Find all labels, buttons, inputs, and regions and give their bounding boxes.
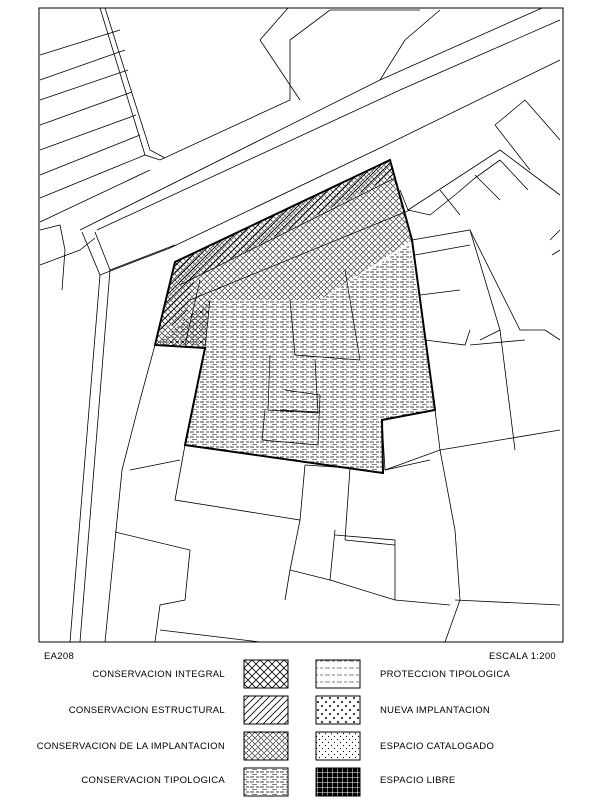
legend-label: ESPACIO LIBRE (380, 775, 456, 786)
protected-block (155, 160, 435, 473)
legend-label: CONSERVACION ESTRUCTURAL (68, 705, 225, 716)
dashes-swatch (244, 768, 288, 796)
legend-label: CONSERVACION TIPOLOGICA (81, 775, 225, 786)
plan-code: EA208 (44, 651, 75, 662)
diagonal-hatch-swatch (244, 696, 288, 724)
legend-item-nueva-implantacion (316, 696, 490, 724)
crosshatch-swatch (244, 660, 288, 688)
legend-label: CONSERVACION INTEGRAL (92, 669, 225, 680)
legend-label: CONSERVACION DE LA IMPLANTACION (36, 741, 225, 752)
fine-dots-swatch (316, 732, 360, 760)
legend-label: ESPACIO CATALOGADO (380, 741, 495, 752)
legend (37, 660, 511, 796)
legend-item-proteccion-tipologica (316, 660, 511, 688)
solid-grid-swatch (316, 768, 360, 796)
circles-swatch (244, 732, 288, 760)
legend-item-conservacion-integral (92, 660, 288, 688)
legend-item-espacio-catalogado (316, 732, 494, 760)
legend-label: NUEVA IMPLANTACION (380, 705, 491, 716)
legend-item-conservacion-tipologica (81, 768, 288, 796)
legend-label: PROTECCION TIPOLOGICA (380, 669, 511, 680)
plan-scale: ESCALA 1:200 (489, 651, 556, 662)
legend-item-espacio-libre (316, 768, 456, 796)
legend-item-conservacion-implantacion (37, 732, 288, 760)
dots-swatch (316, 696, 360, 724)
legend-item-conservacion-estructural (69, 696, 288, 724)
dashes-light-swatch (316, 660, 360, 688)
